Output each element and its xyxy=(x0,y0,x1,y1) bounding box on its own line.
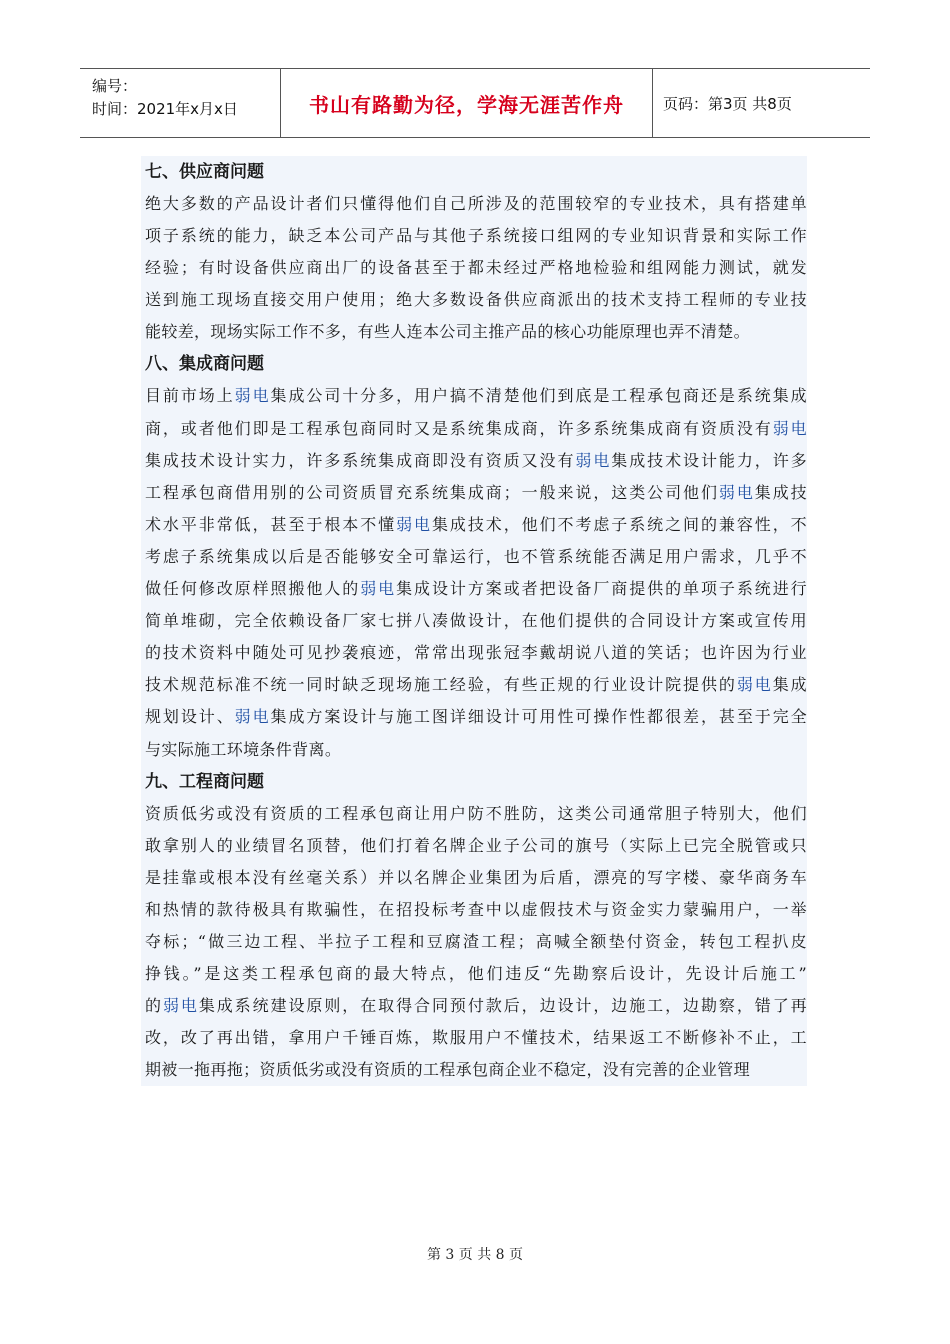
document-number-label: 编号： xyxy=(92,77,138,95)
paragraph-line: 夺标；“做三边工程、半拉子工程和豆腐渣工程；高喊全额垫付资金，转包工程扒皮 xyxy=(145,931,807,951)
paragraph-line: 能较差，现场实际工作不多，有些人连本公司主推产品的核心功能原理也弄不清楚。 xyxy=(145,322,750,342)
page-header xyxy=(80,68,870,138)
paragraph-line: 与实际施工环境条件背离。 xyxy=(145,739,342,759)
paragraph-line: 送到施工现场直接交用户使用；绝大多数设备供应商派出的技术支持工程师的专业技 xyxy=(145,290,807,310)
paragraph-line: 改，改了再出错，拿用户千锤百炼，欺服用户不懂技术，结果返工不断修补不止，工 xyxy=(145,1028,807,1048)
paragraph-line: 做任何修改原样照搬他人的弱电集成设计方案或者把设备厂商提供的单项子系统进行 xyxy=(145,579,807,599)
paragraph-line: 经验；有时设备供应商出厂的设备甚至于都未经过严格地检验和组网能力测试，就发 xyxy=(145,258,807,278)
document-time: 时间：2021年x月x日 xyxy=(92,100,238,118)
header-meta xyxy=(80,69,281,137)
header-motto: 书山有路勤为径，学海无涯苦作舟 xyxy=(281,69,653,137)
section-heading: 七、供应商问题 xyxy=(145,162,264,182)
paragraph-line: 考虑子系统集成以后是否能够安全可靠运行，也不管系统能否满足用户需求，几乎不 xyxy=(145,546,807,566)
header-page-info: 页码：第3页 共8页 xyxy=(663,94,792,113)
paragraph-line: 目前市场上弱电集成公司十分多，用户搞不清楚他们到底是工程承包商还是系统集成 xyxy=(145,386,807,406)
paragraph-line: 期被一拖再拖；资质低劣或没有资质的工程承包商企业不稳定，没有完善的企业管理 xyxy=(145,1060,750,1080)
paragraph-line: 资质低劣或没有资质的工程承包商让用户防不胜防，这类公司通常胆子特别大，他们 xyxy=(145,803,807,823)
paragraph-line: 绝大多数的产品设计者们只懂得他们自己所涉及的范围较窄的专业技术，具有搭建单 xyxy=(145,194,807,213)
paragraph-line: 的弱电集成系统建设原则，在取得合同预付款后，边设计，边施工，边勘察，错了再 xyxy=(145,996,807,1016)
paragraph-line: 工程承包商借用别的公司资质冒充系统集成商；一般来说，这类公司他们弱电集成技 xyxy=(145,482,807,502)
paragraph-line: 和热情的款待极具有欺骗性，在招投标考查中以虚假技术与资金实力蒙骗用户，一举 xyxy=(145,899,807,919)
section-heading: 八、集成商问题 xyxy=(145,354,264,375)
paragraph-line: 的技术资料中随处可见抄袭痕迹，常常出现张冠李戴胡说八道的笑话；也许因为行业 xyxy=(145,643,807,663)
paragraph-line: 简单堆砌，完全依赖设备厂家七拼八凑做设计，在他们提供的合同设计方案或宣传用 xyxy=(145,611,807,631)
paragraph-line: 是挂靠或根本没有丝毫关系）并以名牌企业集团为后盾，漂亮的写字楼、豪华商务车 xyxy=(145,867,807,887)
section-heading: 九、工程商问题 xyxy=(145,771,264,792)
paragraph-line: 挣钱。”是这类工程承包商的最大特点，他们违反“先勘察后设计，先设计后施工” xyxy=(145,964,807,984)
paragraph-line: 项子系统的能力，缺乏本公司产品与其他子系统接口组网的专业知识背景和实际工作 xyxy=(145,226,807,246)
paragraph-line: 技术规范标准不统一同时缺乏现场施工经验，有些正规的行业设计院提供的弱电集成 xyxy=(145,675,808,695)
paragraph-line: 敢拿别人的业绩冒名顶替，他们打着名牌企业子公司的旗号（实际上已完全脱管或只 xyxy=(145,835,807,855)
page-footer: 第 3 页 共 8 页 xyxy=(426,1247,524,1263)
paragraph-line: 集成技术设计实力，许多系统集成商即没有资质又没有弱电集成技术设计能力，许多 xyxy=(145,450,807,470)
paragraph-line: 术水平非常低，甚至于根本不懂弱电集成技术，他们不考虑子系统之间的兼容性，不 xyxy=(145,514,808,534)
document-body xyxy=(141,156,807,1086)
paragraph-line: 规划设计、弱电集成方案设计与施工图详细设计可用性可操作性都很差，甚至于完全 xyxy=(145,707,807,727)
paragraph-line: 商，或者他们即是工程承包商同时又是系统集成商，许多系统集成商有资质没有弱电 xyxy=(145,418,807,438)
